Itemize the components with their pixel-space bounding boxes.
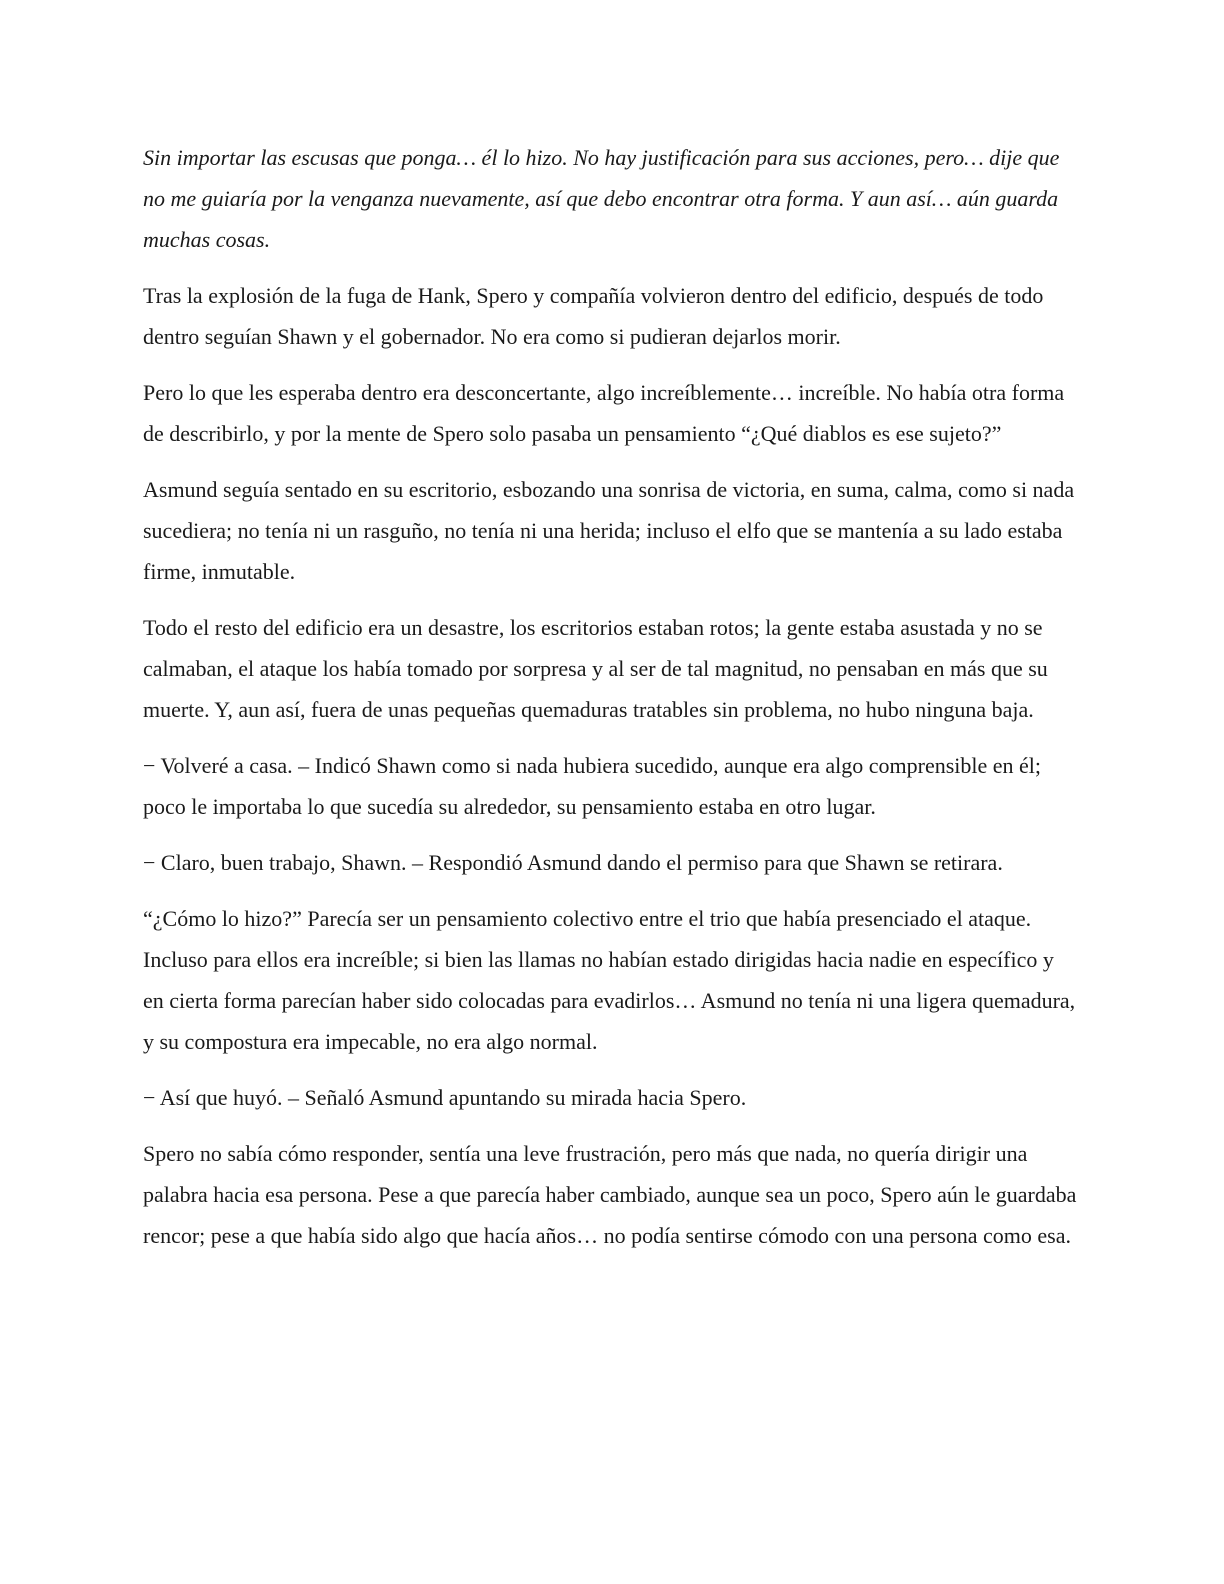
paragraph-2: Tras la explosión de la fuga de Hank, Spero y compañía volvieron dentro del edificio, después de todo dentro seguían Shawn y el gobernador. No era como si pudieran dejarlos morir. (143, 283, 1044, 349)
paragraph-4: Asmund seguía sentado en su escritorio, esbozando una sonrisa de victoria, en suma, calma, como si nada sucediera; no tenía ni un rasguño, no tenía ni una herida; incluso el elfo que se mantenía a su lado estaba firme, inmutable. (143, 477, 1075, 584)
dialogue-shawn: − Volveré a casa. – Indicó Shawn como si nada hubiera sucedido, aunque era algo comprensible en él; poco le importaba lo que sucedía su alrededor, su pensamiento estaba en otro lugar. (143, 753, 1042, 819)
dialogue-asmund-2: − Así que huyó. – Señaló Asmund apuntando su mirada hacia Spero. (143, 1085, 747, 1110)
italic-thought-paragraph: Sin importar las escusas que ponga… él lo hizo. No hay justificación para sus acciones, pero… dije que no me guiaría por la venganza nuevamente, así que debo encontrar otra forma. Y aun así… aún guarda muchas cosas. (143, 145, 1060, 252)
paragraph-3: Pero lo que les esperaba dentro era desconcertante, algo increíblemente… increíble. No había otra forma de describirlo, y por la mente de Spero solo pasaba un pensamiento “¿Qué diablos es ese sujeto?” (143, 380, 1065, 446)
paragraph-8: “¿Cómo lo hizo?” Parecía ser un pensamiento colectivo entre el trio que había presenciado el ataque. Incluso para ellos era increíble; si bien las llamas no habían estado dirigidas hacia nadie en específico y en cierta forma parecían haber sido colocadas para evadirlos… Asmund no tenía ni una ligera quemadura, y su compostura era impecable, no era algo normal. (143, 906, 1076, 1054)
dialogue-asmund-1: − Claro, buen trabajo, Shawn. – Respondió Asmund dando el permiso para que Shawn se retirara. (143, 850, 1003, 875)
paragraph-5: Todo el resto del edificio era un desastre, los escritorios estaban rotos; la gente estaba asustada y no se calmaban, el ataque los había tomado por sorpresa y al ser de tal magnitud, no pensaban en más que su muerte. Y, aun así, fuera de unas pequeñas quemaduras tratables sin problema, no hubo ninguna baja. (143, 615, 1048, 722)
document-body (143, 137, 1078, 1271)
paragraph-10: Spero no sabía cómo responder, sentía una leve frustración, pero más que nada, no quería dirigir una palabra hacia esa persona. Pese a que parecía haber cambiado, aunque sea un poco, Spero aún le guardaba rencor; pese a que había sido algo que hacía años… no podía sentirse cómodo con una persona como esa. (143, 1141, 1077, 1248)
